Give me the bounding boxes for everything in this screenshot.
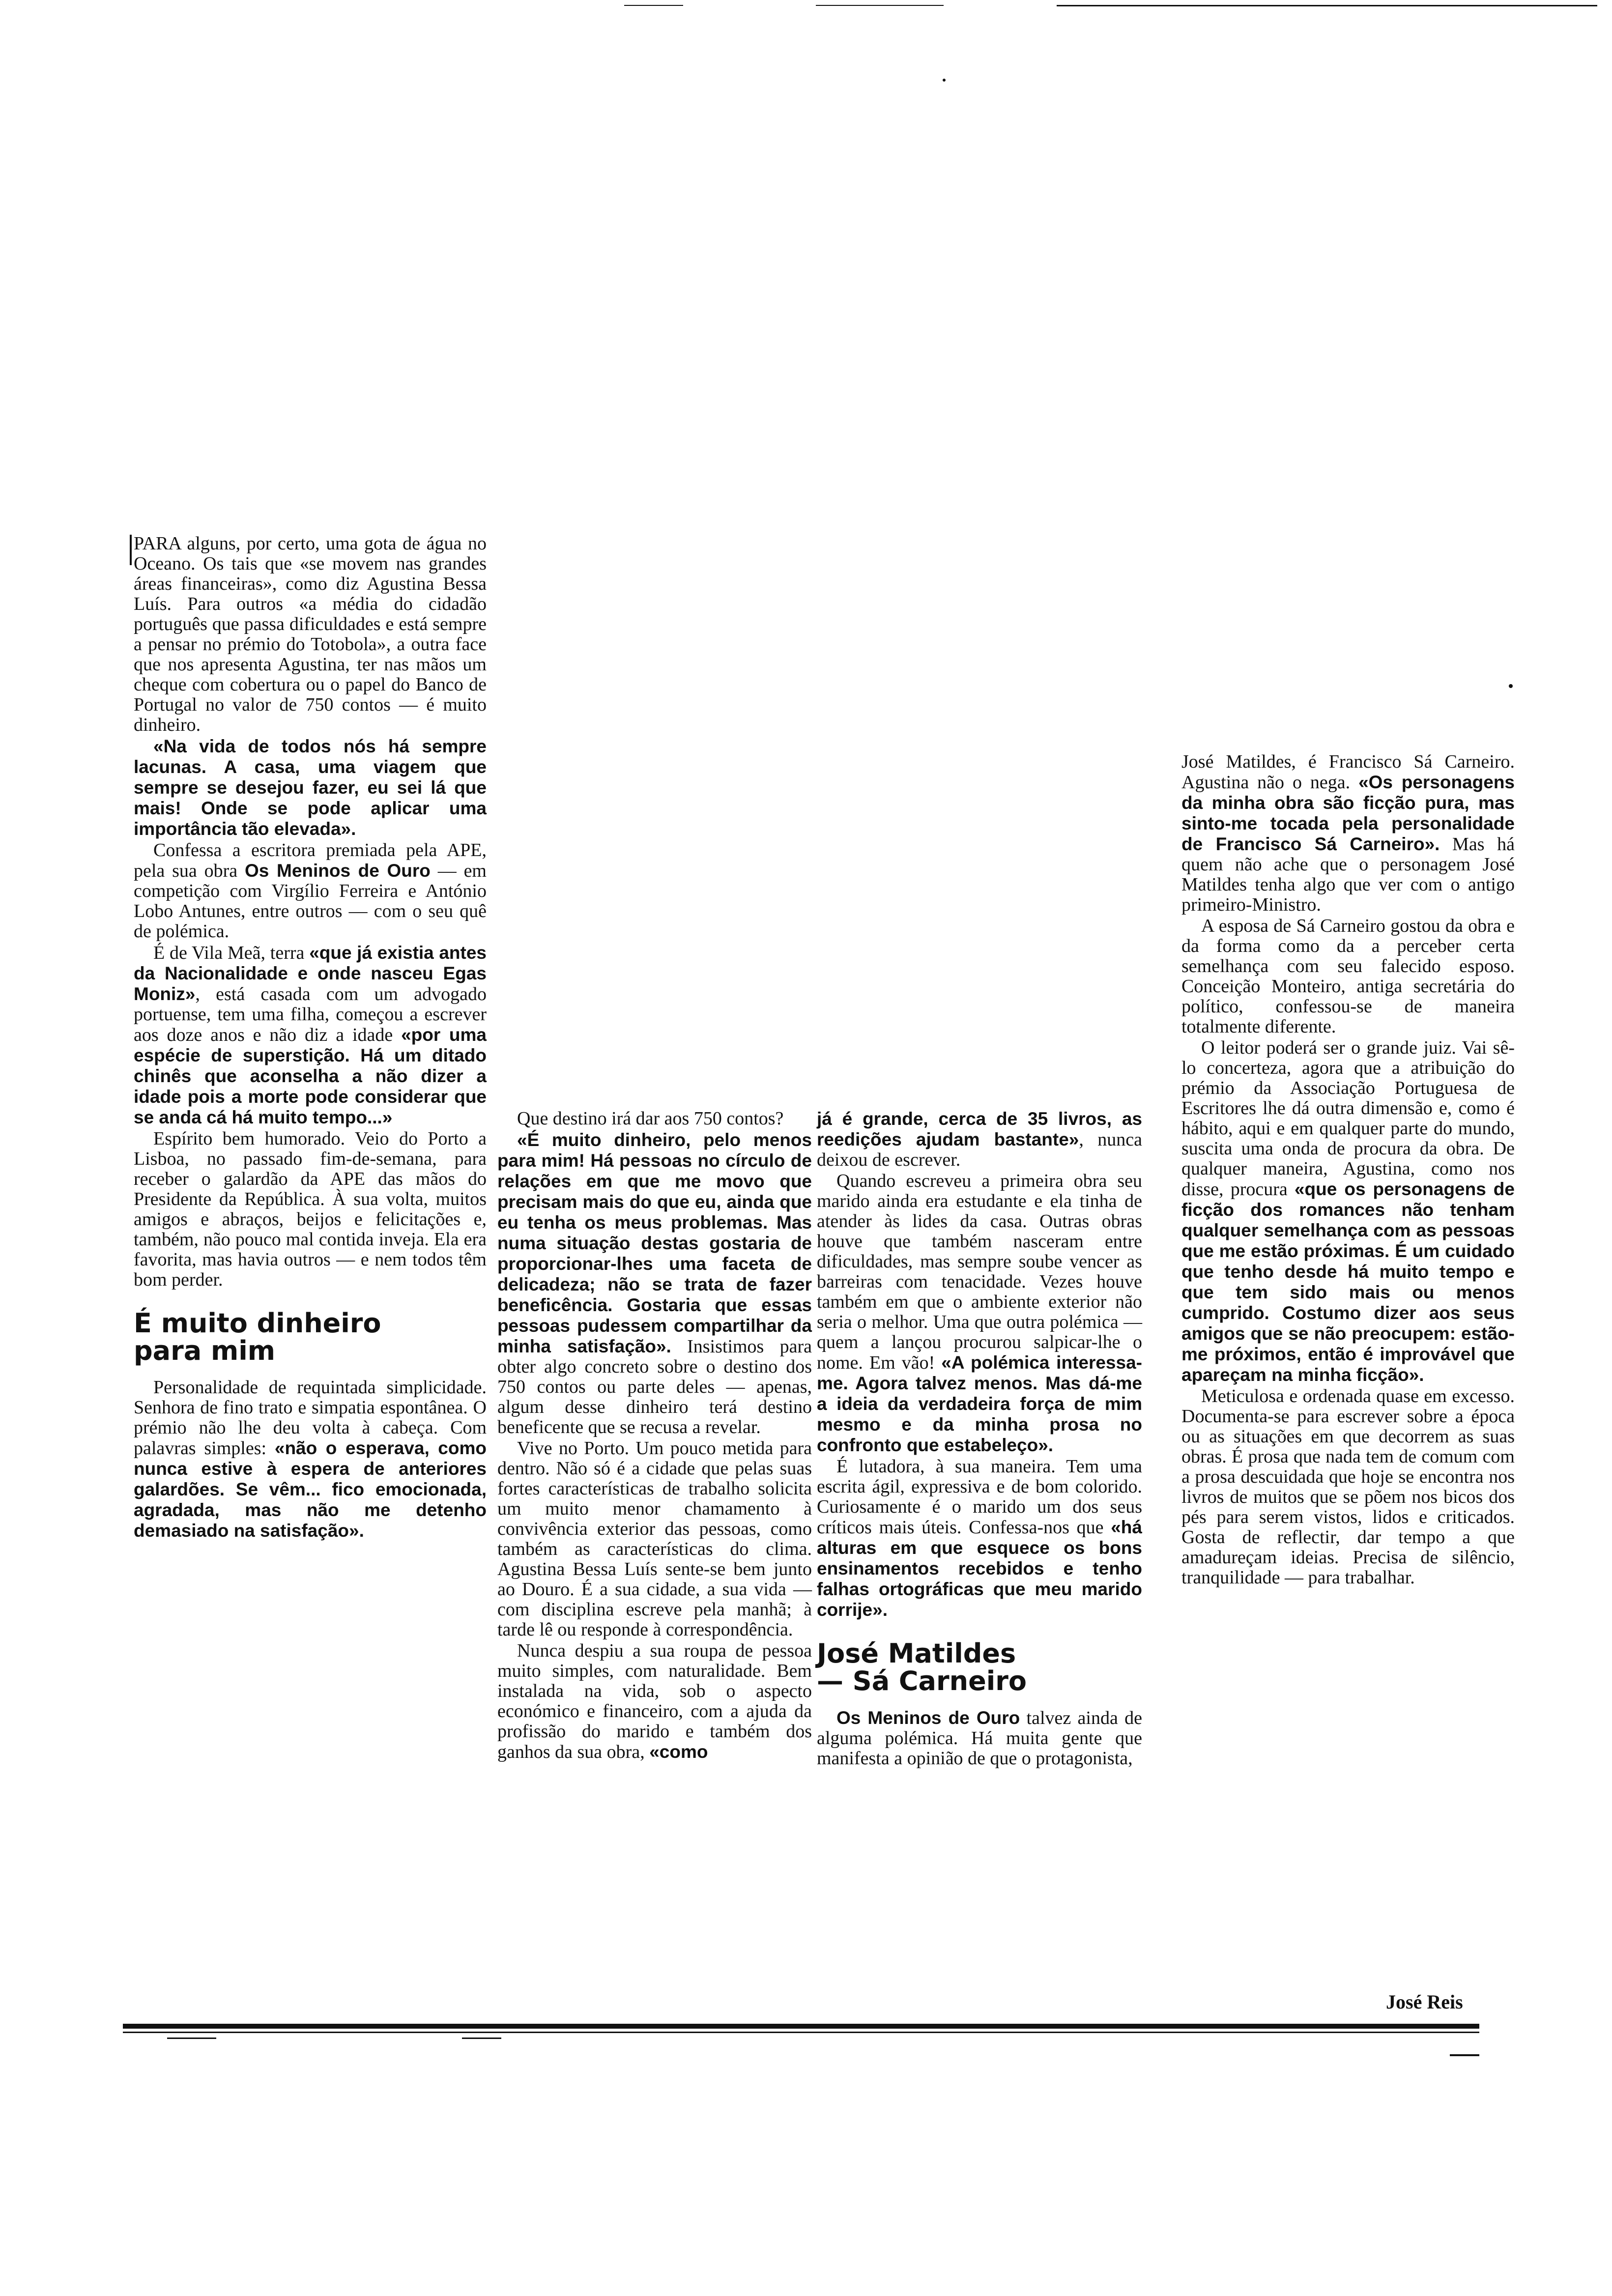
text-run: , está casada com um advogado portuense, tem uma filha, começou a escrever aos doze anos e não diz a idade (134, 984, 487, 1045)
paragraph: PARA alguns, por certo, uma gota de água no Oceano. Os tais que «se movem nas grandes áreas financeiras», como diz Agustina Bessa Luís. Para outros «a média do cidadão português que passa dificuldades e está sempre a pensar no prémio do Totobola», a outra face que nos apresenta Agustina, ter nas mãos um cheque com cobertura ou o papel do Banco de Portugal no valor de 750 contos — é muito dinheiro. (134, 533, 487, 735)
section-heading (134, 1310, 487, 1365)
book-title: Os Meninos de Ouro (836, 1708, 1020, 1728)
quote: «por uma espécie de superstição. Há um ditado chinês que aconselha a não dizer a idade pois a morte pode considerar que se anda cá há muito tempo...» (134, 1025, 487, 1127)
paragraph (1181, 752, 1515, 915)
byline: José Reis (1386, 1991, 1463, 2013)
quote: «há alturas em que esquece os bons ensinamentos recebidos e tenho falhas ortográficas que meu marido corrije». (817, 1517, 1142, 1620)
paragraph (817, 1708, 1142, 1769)
paragraph (134, 736, 487, 839)
book-title: Os Meninos de Ouro (245, 861, 431, 881)
bottom-mark-3 (1450, 2054, 1479, 2056)
top-rule-2 (816, 5, 944, 6)
text-run: É lutadora, à sua maneira. Tem uma escrita ágil, expressiva e de bom colorido. Curiosamente é o marido um dos seus críticos mais úteis. Confessa-nos que (817, 1456, 1142, 1538)
text-run: Confessa a escritora premiada pela APE, pela sua obra (134, 840, 487, 881)
opening-bar (130, 535, 132, 565)
paragraph (134, 943, 487, 1128)
quote: já é grande, cerca de 35 livros, as reedições ajudam bastante» (817, 1109, 1142, 1149)
paragraph: Que destino irá dar aos 750 contos? (517, 1108, 784, 1129)
heading-line: para mim (134, 1335, 276, 1366)
article-column-2 (497, 1109, 812, 1762)
text-run: Quando escreveu a primeira obra seu marido ainda era estudante e ela tinha de atender às lides da casa. Outras obras houve que também nasceram entre dificuldades, mas sempre soube vencer as barreiras com tenacidade. Vezes houve também em que o ambiente exterior não seria o melhor. Uma que outra polémica — quem a lançou procurou salpicar-lhe o nome. Em vão! (817, 1171, 1142, 1373)
paragraph: Espírito bem humorado. Veio do Porto a Lisboa, no passado fim-de-semana, para receber o galardão da APE das mãos do Presidente da República. À sua volta, muitos amigos e abraços, beijos e felicitações e, também, não pouco mal contida inveja. Ela era favorita, mas havia outros — e nem todos têm bom perder. (134, 1128, 487, 1290)
heading-line: É muito dinheiro (134, 1308, 381, 1339)
bottom-mark-1 (167, 2038, 216, 2039)
text-run: É de Vila Meã, terra (153, 943, 310, 963)
article-column-4 (1181, 752, 1515, 1588)
top-rule-3 (1057, 5, 1597, 6)
quote: «não o esperava, como nunca estive à espera de anteriores galardões. Se vêm... fico emocionada, agradada, mas não me detenho demasiado na satisfação». (134, 1438, 487, 1541)
paragraph (134, 840, 487, 942)
quote: «como (649, 1742, 708, 1762)
speck (1509, 684, 1513, 688)
paragraph: Meticulosa e ordenada quase em excesso. Documenta-se para escrever sobre a época ou as situações em que decorrem as suas obras. É prosa que nada tem de comum com a prosa descuidada que hoje se encontra nos livros de muitos que se põem nos bicos dos pés para serem vistos, lidos e criticados. Gosta de reflectir, dar tempo a que amadureçam ideias. Precisa de silêncio, tranquilidade — para trabalhar. (1181, 1386, 1515, 1588)
bottom-rule-thin (123, 2032, 1479, 2033)
quote: «Os personagens da minha obra são ficção pura, mas sinto-me tocada pela personalidade de Francisco Sá Carneiro». (1181, 772, 1515, 854)
speck (943, 79, 946, 82)
text-run: Nunca despiu a sua roupa de pessoa muito simples, com naturalidade. Bem instalada na vida, sob o aspecto económico e financeiro, com a ajuda da profissão do marido e também dos ganhos da sua obra, (497, 1640, 812, 1762)
article-column-3 (817, 1109, 1142, 1769)
text-run: talvez ainda de alguma polémica. Há muita gente que manifesta a opinião de que o protagonista, (817, 1708, 1142, 1769)
bottom-mark-2 (462, 2038, 501, 2039)
text-run: Insistimos para obter algo concreto sobre o destino dos 750 contos ou parte deles — apenas, algum desse dinheiro terá destino beneficente que se recusa a revelar. (497, 1336, 812, 1437)
paragraph (497, 1641, 812, 1762)
quote: «A polémica interessa-me. Agora talvez menos. Mas dá-me a ideia da verdadeira força de mim mesmo e da minha prosa no confronto que estabeleço». (817, 1352, 1142, 1455)
paragraph (134, 1378, 487, 1541)
paragraph (817, 1109, 1142, 1170)
paragraph (817, 1171, 1142, 1456)
section-heading (817, 1640, 1142, 1695)
text-run: — em competição com Virgílio Ferreira e António Lobo Antunes, entre outros — com o seu quê de polémica. (134, 861, 487, 942)
paragraph (497, 1130, 812, 1437)
text-run: José Matildes, é Francisco Sá Carneiro. Agustina não o nega. (1181, 751, 1515, 793)
quote: «que os personagens de ficção dos romances não tenham qualquer semelhança com as pessoas que me estão próximas. É um cuidado que tenho desde há muito tempo e que tem sido mais ou menos cumprido. Costumo dizer aos seus amigos que se não preocupem: estão-me próximos, então é improvável que apareçam na minha ficção». (1181, 1179, 1515, 1385)
quote: «É muito dinheiro, pelo menos para mim! Há pessoas no círculo de relações em que me movo que precisam mais do que eu, ainda que eu tenha os meus problemas. Mas numa situação destas gostaria de proporcionar-lhes uma faceta de delicadeza; não se trata de fazer beneficência. Gostaria que essas pessoas pudessem compartilhar da minha satisfação». (497, 1130, 812, 1356)
heading-line: José Matildes (817, 1638, 1016, 1669)
top-rule-1 (624, 5, 683, 6)
quote: «que já existia antes da Nacionalidade e onde nasceu Egas Moniz» (134, 943, 487, 1004)
quote: «Na vida de todos nós há sempre lacunas. A casa, uma viagem que sempre se desejou fazer, eu sei lá que mais! Onde se pode aplicar uma importância tão elevada». (134, 736, 487, 839)
paragraph (817, 1457, 1142, 1620)
text-run: Mas há quem não ache que o personagem José Matildes tenha algo que ver com o antigo primeiro-Ministro. (1181, 834, 1515, 915)
paragraph: A esposa de Sá Carneiro gostou da obra e da forma como da a perceber certa semelhança com seu falecido esposo. Conceição Monteiro, antiga secretária do político, confessou-se de maneira totalmente diferente. (1181, 916, 1515, 1037)
text-run: O leitor poderá ser o grande juiz. Vai sê-lo concerteza, agora que a atribuição do prémio da Associação Portuguesa de Escritores lhe dá outra dimensão e, como é hábito, aqui e em qualquer parte do mundo, suscita uma onda de procura da obra. De qualquer maneira, Agustina, como nos disse, procura (1181, 1037, 1515, 1200)
text-run: Personalidade de requintada simplicidade. Senhora de fino trato e simpatia espontânea. O prémio não lhe deu volta à cabeça. Com palavras simples: (134, 1377, 487, 1459)
bottom-rule (123, 2024, 1479, 2029)
text-run: , nunca deixou de escrever. (817, 1129, 1142, 1170)
paragraph: Vive no Porto. Um pouco metida para dentro. Não só é a cidade que pelas suas fortes características de trabalho solicita um muito menor chamamento à convivência exterior das pessoas, como também as características do clima. Agustina Bessa Luís sente-se bem junto ao Douro. É a sua cidade, a sua vida — com disciplina escreve pela manhã; à tarde lê ou responde à correspondência. (497, 1438, 812, 1640)
article-column-1 (134, 534, 487, 1541)
paragraph (1181, 1038, 1515, 1385)
heading-line: — Sá Carneiro (817, 1665, 1027, 1696)
